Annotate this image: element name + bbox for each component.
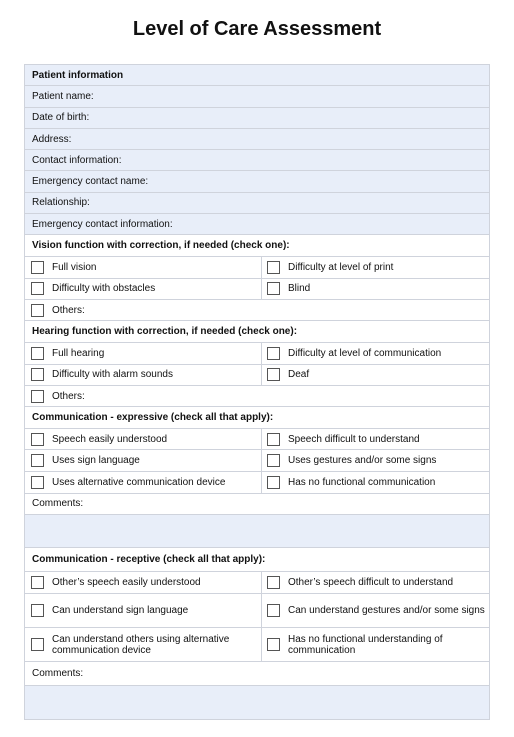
option-speech-difficult[interactable] (262, 429, 489, 449)
checkbox-row (25, 343, 489, 364)
checkbox[interactable] (31, 604, 44, 617)
field-contact-information[interactable]: Contact information: (25, 150, 489, 171)
comments-label-expressive: Comments: (25, 494, 489, 515)
field-relationship[interactable]: Relationship: (25, 193, 489, 214)
option-label: Can understand others using alternative communication device (52, 633, 230, 656)
option-full-hearing[interactable] (25, 343, 262, 363)
option-label: Others: (52, 304, 85, 316)
checkbox-row (25, 386, 489, 407)
option-label: Speech difficult to understand (288, 433, 420, 445)
checkbox[interactable] (31, 638, 44, 651)
option-label: Has no functional communication (288, 476, 436, 488)
checkbox[interactable] (31, 433, 44, 446)
option-label: Full vision (52, 262, 97, 274)
checkbox-row (25, 429, 489, 450)
checkbox[interactable] (267, 261, 280, 274)
checkbox-row (25, 300, 489, 321)
option-label: Difficulty at level of communication (288, 347, 442, 359)
section-header-patient-information: Patient information (25, 65, 489, 86)
checkbox[interactable] (267, 433, 280, 446)
page-title: Level of Care Assessment (132, 18, 382, 40)
option-others-speech-difficult[interactable] (262, 572, 489, 593)
option-label: Difficulty at level of print (288, 262, 394, 274)
option-difficulty-communication[interactable] (262, 343, 489, 363)
checkbox[interactable] (31, 390, 44, 403)
checkbox[interactable] (267, 638, 280, 651)
field-address[interactable]: Address: (25, 129, 489, 150)
option-speech-easily-understood[interactable] (25, 429, 262, 449)
checkbox-row (25, 279, 489, 300)
checkbox[interactable] (31, 476, 44, 489)
checkbox-row (25, 450, 489, 471)
option-label: Uses gestures and/or some signs (288, 455, 437, 467)
option-vision-others[interactable] (25, 300, 85, 320)
checkbox[interactable] (267, 454, 280, 467)
option-hearing-others[interactable] (25, 386, 85, 406)
option-label: Uses sign language (52, 455, 140, 467)
option-understand-gestures[interactable] (262, 594, 489, 627)
section-header-receptive: Communication - receptive (check all that apply): (25, 548, 489, 572)
checkbox[interactable] (31, 304, 44, 317)
option-full-vision[interactable] (25, 257, 262, 277)
comments-field-receptive[interactable] (25, 686, 489, 719)
option-uses-gestures[interactable] (262, 450, 489, 470)
option-label: Speech easily understood (52, 433, 168, 445)
option-no-functional-understanding[interactable] (262, 628, 489, 661)
option-uses-alt-device[interactable] (25, 472, 262, 493)
checkbox-row (25, 572, 489, 594)
option-label: Difficulty with alarm sounds (52, 369, 173, 381)
checkbox-row (25, 628, 489, 662)
checkbox-row (25, 257, 489, 278)
section-header-expressive: Communication - expressive (check all that apply): (25, 407, 489, 429)
option-label: Can understand gestures and/or some signs (288, 605, 485, 617)
option-label: Has no functional understanding of communication (288, 633, 443, 656)
field-emergency-contact-name[interactable]: Emergency contact name: (25, 171, 489, 192)
checkbox[interactable] (267, 368, 280, 381)
option-others-speech-understood[interactable] (25, 572, 262, 593)
checkbox[interactable] (267, 604, 280, 617)
assessment-form (24, 64, 490, 720)
option-deaf[interactable] (262, 365, 489, 385)
section-header-hearing: Hearing function with correction, if needed (check one): (25, 321, 489, 343)
checkbox-row (25, 472, 489, 494)
option-label: Difficulty with obstacles (52, 283, 156, 295)
option-label: Others: (52, 390, 85, 402)
option-label: Other’s speech difficult to understand (288, 577, 454, 589)
checkbox[interactable] (267, 476, 280, 489)
option-understand-sign-language[interactable] (25, 594, 262, 627)
comments-field-expressive[interactable] (25, 515, 489, 548)
option-no-functional-communication[interactable] (262, 472, 489, 493)
option-label: Can understand sign language (52, 605, 189, 617)
field-patient-name[interactable]: Patient name: (25, 86, 489, 107)
option-label: Full hearing (52, 347, 105, 359)
checkbox[interactable] (267, 576, 280, 589)
option-label: Uses alternative communication device (52, 476, 226, 488)
option-label: Other’s speech easily understood (52, 577, 201, 589)
option-label: Deaf (288, 369, 310, 381)
checkbox[interactable] (31, 261, 44, 274)
option-blind[interactable] (262, 279, 489, 299)
checkbox[interactable] (267, 347, 280, 360)
section-header-vision: Vision function with correction, if needed (check one): (25, 235, 489, 257)
checkbox[interactable] (31, 347, 44, 360)
field-date-of-birth[interactable]: Date of birth: (25, 108, 489, 129)
checkbox[interactable] (267, 282, 280, 295)
checkbox-row (25, 365, 489, 386)
option-difficulty-print[interactable] (262, 257, 489, 277)
checkbox[interactable] (31, 368, 44, 381)
checkbox[interactable] (31, 576, 44, 589)
checkbox-row (25, 594, 489, 628)
option-difficulty-alarm-sounds[interactable] (25, 365, 262, 385)
field-emergency-contact-information[interactable]: Emergency contact information: (25, 214, 489, 235)
comments-label-receptive: Comments: (25, 662, 489, 686)
option-uses-sign-language[interactable] (25, 450, 262, 470)
checkbox[interactable] (31, 454, 44, 467)
option-understand-alt-device[interactable] (25, 628, 262, 661)
checkbox[interactable] (31, 282, 44, 295)
option-difficulty-obstacles[interactable] (25, 279, 262, 299)
option-label: Blind (288, 283, 311, 295)
